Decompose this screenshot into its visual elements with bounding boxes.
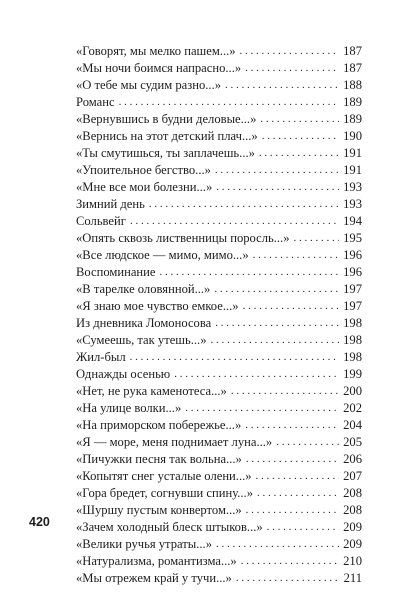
toc-entry-page: 198: [343, 333, 362, 348]
dot-leader: [253, 247, 339, 264]
toc-entry-title: «Говорят, мы мелко пашем...»: [76, 44, 236, 58]
toc-entry-title: «Гора бредет, согнувши спину...»: [76, 486, 253, 501]
toc-entry: [76, 247, 362, 264]
dot-leader: [119, 94, 340, 111]
dot-leader: [276, 434, 339, 451]
dot-leader: [236, 570, 340, 587]
dot-leader: [245, 417, 339, 434]
toc-entry: [76, 417, 362, 434]
dot-leader: [174, 366, 339, 383]
toc-entry: [76, 264, 362, 281]
toc-entry-title: Зимний день: [76, 197, 145, 212]
toc-entry-page: 206: [343, 452, 362, 467]
toc-entry-title: «Пичужки песня так вольна...»: [76, 452, 242, 467]
dot-leader: [245, 60, 339, 77]
toc-entry: [76, 485, 362, 502]
toc-entry-title: «Мне все мои болезни...»: [76, 180, 213, 195]
toc-entry-page: 209: [343, 537, 362, 552]
toc-entry-page: 196: [343, 265, 362, 280]
toc-entry-page: 209: [343, 520, 362, 535]
toc-entry-title: «Велики ручья утраты...»: [76, 537, 212, 552]
page-number: 420: [29, 515, 50, 529]
dot-leader: [130, 213, 339, 230]
toc-entry: [76, 451, 362, 468]
dot-leader: [256, 468, 340, 485]
toc-entry-title: «Сумеешь, так утешь...»: [76, 333, 207, 348]
toc-entry-title: «Все людское — мимо, мимо...»: [76, 248, 249, 263]
toc-entry-page: 189: [343, 112, 362, 127]
toc-entry-title: Однажды осенью: [76, 367, 171, 382]
toc-entry-title: «Мы отрежем край у тучи...»: [76, 571, 232, 586]
dot-leader: [214, 281, 339, 298]
toc-entry-page: 208: [343, 486, 362, 501]
toc-entry-title: Из дневника Ломоносова: [76, 316, 212, 331]
toc-entry: [76, 468, 362, 485]
toc-entry: [76, 162, 362, 179]
toc-entry-page: 197: [343, 299, 362, 314]
toc-entry-title: «В тарелке оловянной...»: [76, 282, 211, 297]
dot-leader: [215, 315, 339, 332]
toc-entry-title: «Ты смутишься, ты заплачешь...»: [76, 146, 255, 161]
toc-entry-title: «Опять сквозь лиственницы поросль...»: [76, 231, 290, 246]
toc-entry: [76, 179, 362, 196]
toc-entry: [76, 332, 362, 349]
toc-entry: [76, 43, 362, 60]
toc-entry-title: «Вернись на этот детский плач...»: [76, 129, 258, 144]
toc-entry-page: 202: [343, 401, 362, 416]
toc-entry: [76, 383, 362, 400]
toc-entry: [76, 281, 362, 298]
toc-entry-title: «Мы ночи боимся напрасно...»: [76, 61, 242, 76]
dot-leader: [294, 230, 340, 247]
toc-entry: [76, 230, 362, 247]
dot-leader: [211, 332, 340, 349]
dot-leader: [216, 536, 339, 553]
dot-leader: [243, 298, 340, 315]
toc-entry-page: 198: [343, 316, 362, 331]
toc-entry: [76, 570, 362, 587]
toc-entry-page: 187: [343, 44, 362, 58]
toc-entry-page: 205: [343, 435, 362, 450]
toc-entry-page: 195: [343, 231, 362, 246]
toc-entry: [76, 213, 362, 230]
dot-leader: [246, 451, 339, 468]
dot-leader: [259, 145, 339, 162]
dot-leader: [260, 111, 339, 128]
toc-entry-page: 188: [343, 78, 362, 93]
toc-entry: [76, 400, 362, 417]
toc-entry-title: «Нет, не рука каменотеса...»: [76, 384, 227, 399]
table-of-contents: [76, 43, 362, 588]
toc-entry-title: Сольвейг: [76, 214, 126, 229]
toc-entry-title: «Упоительное бегство...»: [76, 163, 211, 178]
dot-leader: [231, 383, 339, 400]
dot-leader: [246, 502, 339, 519]
toc-entry: [76, 60, 362, 77]
toc-entry: [76, 536, 362, 553]
toc-entry-page: 199: [343, 367, 362, 382]
toc-entry-title: «Натурализма, романтизма...»: [76, 554, 237, 569]
dot-leader: [225, 77, 339, 94]
dot-leader: [185, 400, 339, 417]
toc-entry-page: 211: [343, 571, 362, 586]
dot-leader: [257, 485, 339, 502]
toc-entry: [76, 145, 362, 162]
toc-entry-title: «Вернувшись в будни деловые...»: [76, 112, 257, 127]
dot-leader: [216, 179, 339, 196]
dot-leader: [240, 43, 340, 60]
dot-leader: [149, 196, 339, 213]
toc-entry-page: 200: [343, 384, 362, 399]
toc-entry: [76, 94, 362, 111]
toc-entry-title: «На улице волки...»: [76, 401, 182, 416]
toc-entry-title: Воспоминание: [76, 265, 156, 280]
toc-entry-title: Романс: [76, 95, 115, 110]
toc-entry-title: «Шуршу пустым конвертом...»: [76, 503, 242, 518]
toc-entry-title: «Копытят снег усталые олени...»: [76, 469, 252, 484]
toc-entry: [76, 128, 362, 145]
toc-entry: [76, 366, 362, 383]
toc-entry-page: 204: [343, 418, 362, 433]
toc-entry-page: 187: [343, 61, 362, 76]
toc-entry-page: 207: [343, 469, 362, 484]
dot-leader: [262, 128, 339, 145]
toc-entry: [76, 502, 362, 519]
dot-leader: [241, 553, 339, 570]
toc-entry-title: «Зачем холодный блеск штыков...»: [76, 520, 263, 535]
toc-entry-page: 191: [343, 146, 362, 161]
toc-entry-page: 189: [343, 95, 362, 110]
toc-entry: [76, 553, 362, 570]
toc-entry-page: 210: [343, 554, 362, 569]
dot-leader: [160, 264, 340, 281]
toc-entry: [76, 519, 362, 536]
toc-entry: [76, 77, 362, 94]
toc-entry-page: 191: [343, 163, 362, 178]
dot-leader: [130, 349, 339, 366]
toc-entry-title: Жил-был: [76, 350, 126, 365]
toc-entry: [76, 196, 362, 213]
toc-entry-page: 196: [343, 248, 362, 263]
toc-entry: [76, 434, 362, 451]
toc-entry-page: 193: [343, 180, 362, 195]
toc-entry-title: «Я знаю мое чувство емкое...»: [76, 299, 239, 314]
dot-leader: [215, 162, 339, 179]
toc-entry-page: 193: [343, 197, 362, 212]
toc-entry-page: 208: [343, 503, 362, 518]
toc-entry: [76, 111, 362, 128]
dot-leader: [267, 519, 339, 536]
toc-entry-page: 197: [343, 282, 362, 297]
toc-entry: [76, 315, 362, 332]
toc-entry-title: «Я — море, меня поднимает луна...»: [76, 435, 273, 450]
toc-entry-page: 198: [343, 350, 362, 365]
toc-entry: [76, 349, 362, 366]
toc-entry-page: 190: [343, 129, 362, 144]
toc-entry-title: «На приморском побережье...»: [76, 418, 242, 433]
toc-entry-title: «О тебе мы судим разно...»: [76, 78, 222, 93]
toc-entry: [76, 298, 362, 315]
toc-entry-page: 194: [343, 214, 362, 229]
